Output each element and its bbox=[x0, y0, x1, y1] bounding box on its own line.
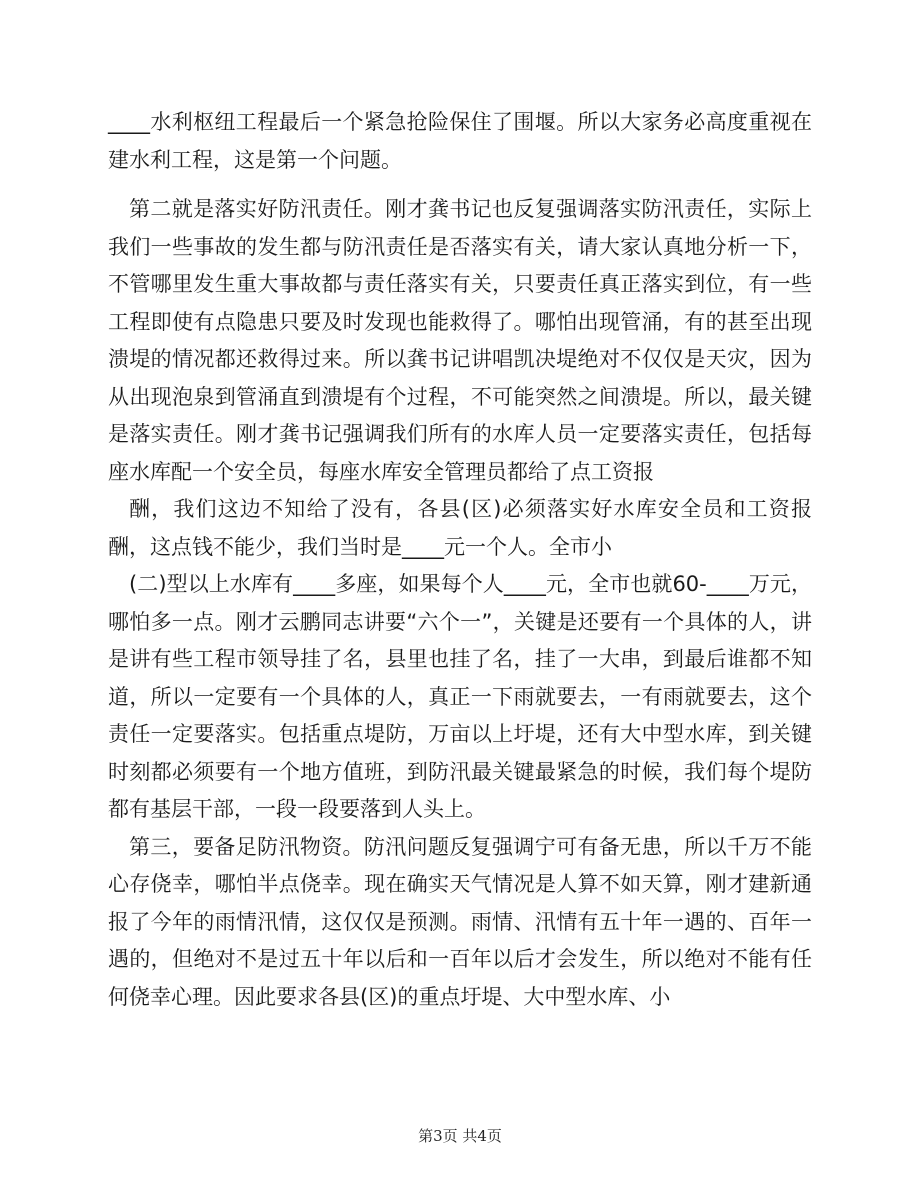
paragraph-3: 酬，我们这边不知给了没有，各县(区)必须落实好水库安全员和工资报酬，这点钱不能少，我们当时是____元一个人。全市小 bbox=[108, 497, 812, 559]
paragraph-5: 第三，要备足防汛物资。防汛问题反复强调宁可有备无患，所以千万不能心存侥幸，哪怕半点侥幸。现在确实天气情况是人算不如天算，刚才建新通报了今年的雨情汛情，这仅仅是预测。雨情、汛情有五十年一遇的、百年一遇的，但绝对不是过五十年以后和一百年以后才会发生，所以绝对不能有任何侥幸心理。因此要求各县(区)的重点圩堤、大中型水库、小 bbox=[108, 834, 812, 1009]
paragraph-1: ____水利枢纽工程最后一个紧急抢险保住了围堰。所以大家务必高度重视在建水利工程，这是第一个问题。 bbox=[108, 110, 812, 172]
document-body bbox=[108, 104, 812, 1016]
page-number-footer: 第3页 共4页 bbox=[418, 1127, 502, 1145]
paragraph-4: (二)型以上水库有____多座，如果每个人____元，全市也就60-____万元，哪怕多一点。刚才云鹏同志讲要“六个一”，关键是还要有一个具体的人，讲是讲有些工程市领导挂了名，县里也挂了名，挂了一大串，到最后谁都不知道，所以一定要有一个具体的人，真正一下雨就要去，一有雨就要去，这个责任一定要落实。包括重点堤防，万亩以上圩堤，还有大中型水库，到关键时刻都必须要有一个地方值班，到防汛最关键最紧急的时候，我们每个堤防都有基层干部，一段一段要落到人头上。 bbox=[108, 572, 812, 821]
paragraph-2: 第二就是落实好防汛责任。刚才龚书记也反复强调落实防汛责任，实际上我们一些事故的发生都与防汛责任是否落实有关，请大家认真地分析一下，不管哪里发生重大事故都与责任落实有关，只要责任真正落实到位，有一些工程即使有点隐患只要及时发现也能救得了。哪怕出现管涌，有的甚至出现溃堤的情况都还救得过来。所以龚书记讲唱凯决堤绝对不仅仅是天灾，因为从出现泡泉到管涌直到溃堤有个过程，不可能突然之间溃堤。所以，最关键是落实责任。刚才龚书记强调我们所有的水库人员一定要落实责任，包括每座水库配一个安全员，每座水库安全管理员都给了点工资报 bbox=[108, 197, 812, 484]
